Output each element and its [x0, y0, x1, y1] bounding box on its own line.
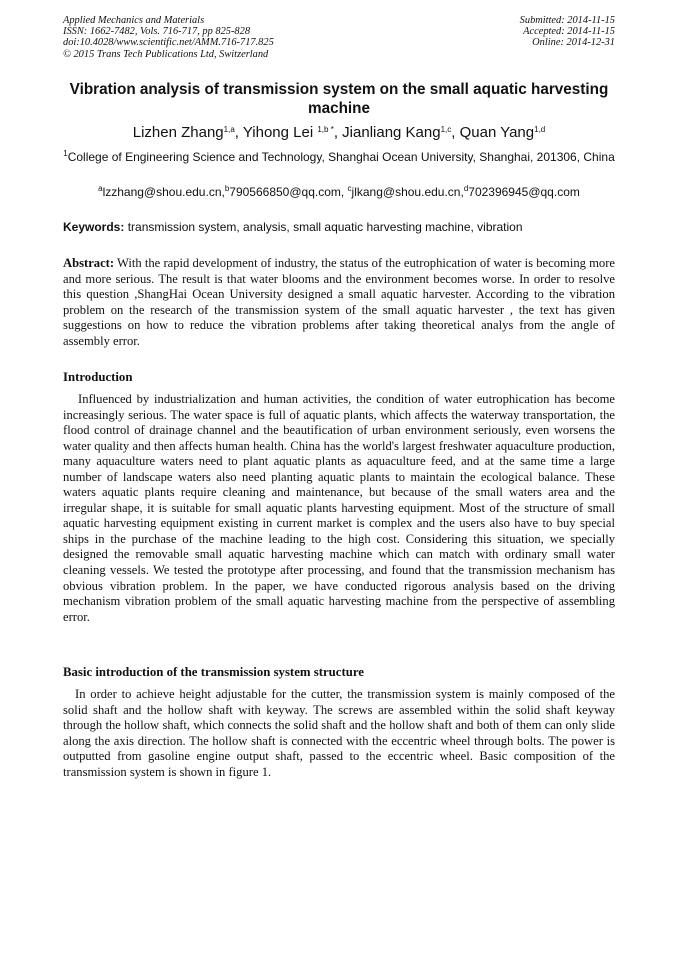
- paper-title: Vibration analysis of transmission system on the small aquatic harvesting machine: [69, 81, 609, 117]
- author-name: Yihong Lei: [242, 124, 318, 141]
- abstract: [63, 256, 615, 349]
- section-heading-introduction: Introduction: [63, 370, 133, 384]
- abstract-label: Abstract:: [63, 256, 115, 270]
- keywords-text: transmission system, analysis, small aquatic harvesting machine, vibration: [124, 220, 523, 234]
- author-separator: ,: [333, 124, 343, 141]
- journal-header-left: [63, 15, 274, 60]
- email-address: 790566850@qq.com,: [229, 185, 348, 199]
- author-name: Quan Yang: [459, 124, 535, 141]
- online-date: Online: 2014-12-31: [532, 37, 615, 49]
- email-list: [63, 185, 615, 200]
- transmission-structure-paragraph: In order to achieve height adjustable for the cutter, the transmission system is mainly composed of the solid shaft and the hollow shaft with keyway. The screws are assembled within the solid shaft keyway through the hollow shaft, which connects the solid shaft and the hollow shaft and both of them can only slide along the axis direction. The hollow shaft is connected with the eccentric wheel through bolts. The power is outputted from gasoline engine output shaft, passed to the eccentric wheel. Basic composition of the transmission system is shown in figure 1.: [63, 687, 615, 779]
- author-list: [63, 124, 615, 142]
- doi-line: doi:10.4028/www.scientific.net/AMM.716-717.825: [63, 37, 274, 49]
- author-name: Jianliang Kang: [342, 124, 441, 141]
- section-heading-transmission-structure: Basic introduction of the transmission system structure: [63, 665, 364, 679]
- issn-line: ISSN: 1662-7482, Vols. 716-717, pp 825-828: [63, 26, 251, 38]
- affiliation-mark: 1: [63, 149, 68, 158]
- email-mark: c: [347, 184, 352, 193]
- email-address: jlkang@shou.edu.cn,: [351, 185, 464, 199]
- email-address: 702396945@qq.com: [468, 185, 580, 199]
- introduction-paragraph: Influenced by industrialization and human activities, the condition of water eutrophication has become increasingly serious. The water space is full of aquatic plants, which affects the waterway transportation, the flood control of drainage channel and the beautification of urban environment seriously, even worsens the water quality and then affects human health. China has the world's largest freshwater aquaculture production, many aquaculture waters need to plant aquatic plants as aquaculture feed, and at the same time a large number of landscape waters also need planting aquatic plants to maintain the ecological balance. These waters aquatic plants require cleaning and maintenance, but because of the small waters area and the irregular shape, it is suitable for small aquatic plants harvesting equipment. Most of the structure of small aquatic harvesting equipment existing in current market is complex and the users also have to buy special ships in the purchase of the machine leading to the high cost. Considering this situation, we specially designed the removable small aquatic harvesting machine which can match with ordinary small water cleaning vessels. We tested the prototype after processing, and found that the transmission mechanism has obvious vibration problem. In the paper, we have conducted rigorous analysis based on the driving mechanism vibration problem of the small aquatic harvesting machine from the perspective of assembling error.: [63, 392, 615, 624]
- author-name: Lizhen Zhang: [132, 124, 224, 141]
- email-mark: d: [463, 184, 469, 193]
- author-affiliation-mark: 1,a: [223, 125, 235, 134]
- author-affiliation-mark: 1,c: [440, 125, 452, 134]
- author-separator: ,: [451, 124, 460, 141]
- copyright-line: © 2015 Trans Tech Publications Ltd, Switzerland: [63, 48, 269, 60]
- keywords: [63, 220, 615, 235]
- affiliation: [63, 150, 615, 166]
- journal-name: Applied Mechanics and Materials: [63, 15, 205, 26]
- email-mark: b: [224, 184, 230, 193]
- accepted-date: Accepted: 2014-11-15: [523, 26, 615, 38]
- affiliation-text: College of Engineering Science and Technology, Shanghai Ocean University, Shanghai, 201306, China: [67, 150, 615, 164]
- email-address: lzzhang@shou.edu.cn,: [102, 185, 225, 199]
- email-mark: a: [98, 184, 103, 193]
- journal-header-right: [520, 15, 615, 49]
- author-affiliation-mark: 1,b *: [317, 125, 334, 134]
- submitted-date: Submitted: 2014-11-15: [519, 15, 615, 26]
- abstract-text: With the rapid development of industry, the status of the eutrophication of water is becoming more and more serious. The result is that water blooms and the environment becomes worse. In order to resolve this question ,ShangHai Ocean University designed a small aquatic harvester. According to the vibration problem on the research of the transmission system of the small aquatic harvester , the text has given suggestions on how to reduce the vibration problems after taking theoretical analys from the angle of assembly error.: [63, 256, 615, 348]
- author-separator: ,: [234, 124, 243, 141]
- author-affiliation-mark: 1,d: [534, 125, 546, 134]
- keywords-label: Keywords:: [63, 220, 125, 234]
